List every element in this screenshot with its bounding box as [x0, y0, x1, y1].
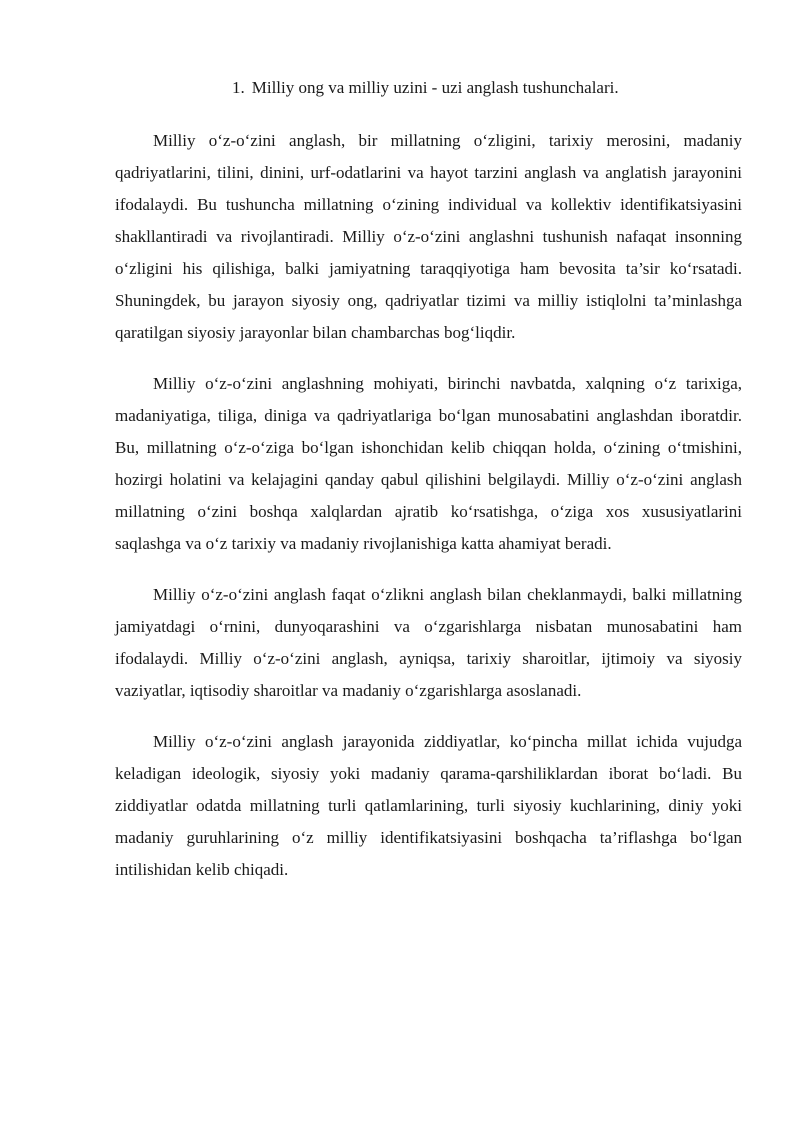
- paragraph-1: Milliy o‘z-o‘zini anglash, bir millatning o‘zligini, tarixiy merosini, madaniy qadriyatlarini, tilini, dinini, urf-odatlarini va hayot tarzini anglash va anglatish jarayonini ifodalaydi. Bu tushuncha millatning o‘zining individual va kollektiv identifikatsiyasini shakllantiradi va rivojlantiradi. Milliy o‘z-o‘zini anglashni tushunish nafaqat insonning o‘zligini his qilishiga, balki jamiyatning taraqqiyotiga ham bevosita ta’sir ko‘rsatadi. Shuningdek, bu jarayon siyosiy ong, qadriyatlar tizimi va milliy istiqlolni ta’minlashga qaratilgan siyosiy jarayonlar bilan chambarchas bog‘liqdir.: [115, 131, 742, 342]
- paragraph-2: Milliy o‘z-o‘zini anglashning mohiyati, birinchi navbatda, xalqning o‘z tarixiga, madaniyatiga, tiliga, diniga va qadriyatlariga bo‘lgan munosabatini anglashdan iboratdir. Bu, millatning o‘z-o‘ziga bo‘lgan ishonchidan kelib chiqqan holda, o‘zining o‘tmishini, hozirgi holatini va kelajagini qanday qabul qilishini belgilaydi. Milliy o‘z-o‘zini anglash millatning o‘zini boshqa xalqlardan ajratib ko‘rsatishga, o‘ziga xos xususiyatlarini saqlashga va o‘z tarixiy va madaniy rivojlanishiga katta ahamiyat beradi.: [115, 374, 742, 553]
- paragraph-3: Milliy o‘z-o‘zini anglash faqat o‘zlikni anglash bilan cheklanmaydi, balki millatning jamiyatdagi o‘rnini, dunyoqarashini va o‘zgarishlarga nisbatan munosabatini ham ifodalaydi. Milliy o‘z-o‘zini anglash, ayniqsa, tarixiy sharoitlar, ijtimoiy va siyosiy vaziyatlar, iqtisodiy sharoitlar va madaniy o‘zgarishlarga asoslanadi.: [115, 585, 742, 700]
- section-title: Milliy ong va milliy uzini - uzi anglash tushunchalari.: [251, 78, 619, 97]
- section-number: 1.: [232, 78, 245, 97]
- section-heading: [115, 76, 742, 100]
- paragraph-4: Milliy o‘z-o‘zini anglash jarayonida ziddiyatlar, ko‘pincha millat ichida vujudga keladigan ideologik, siyosiy yoki madaniy qarama-qarshiliklardan iborat bo‘ladi. Bu ziddiyatlar odatda millatning turli qatlamlarining, turli siyosiy kuchlarining, diniy yoki madaniy guruhlarining o‘z milliy identifikatsiyasini boshqacha ta’riflashga bo‘lgan intilishidan kelib chiqadi.: [115, 732, 742, 879]
- document-page: [115, 76, 742, 905]
